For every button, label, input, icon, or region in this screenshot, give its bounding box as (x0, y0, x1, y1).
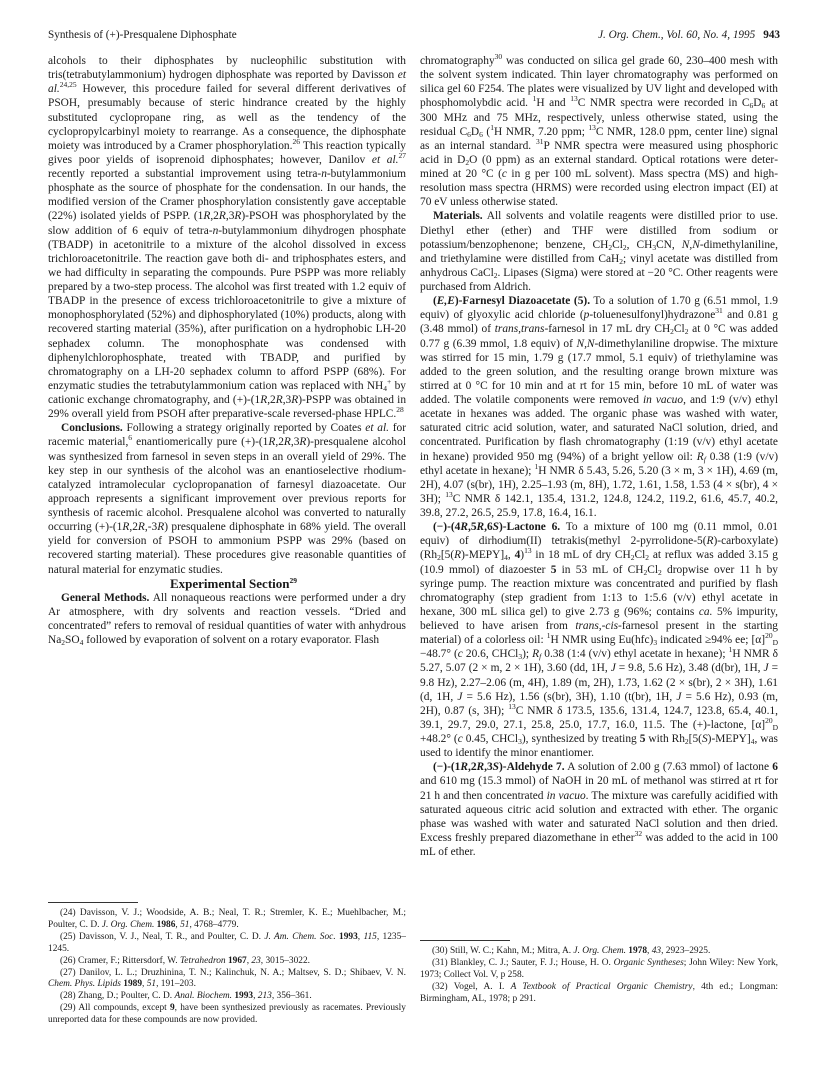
footnote-rule (420, 940, 510, 941)
footnotes-right (420, 946, 778, 1006)
paragraph: chromatography$^{30}$ was conducted on silica gel grade 60, 230–400 mesh with the solvent system indicated. Thin layer chromatography was performed on silica gel 60 F254. The plates were visualized by UV light and developed with phosphomolybdic acid. $^1$H and $^{13}$C NMR spectra were recorded in $C_6D_6$ at 300 MHz and 75 MHz, respectively, unless otherwise stated, using the residual $C_6D_6$ ($^1$H NMR, 7.20 ppm; $^{13}$C NMR, 128.0 ppm, center line) signal as an internal standard. $^{31}$P NMR spectra were measured using phosphoric acid in $D_2O$ (0 ppm) as an external standard. Optical rotations were determined at 20 °C (c in g per 100 mL solvent). Mass spectra (MS) and high-resolution mass spectra (HRMS) were recorded using electron impact (EI) at 70 eV unless otherwise stated. (420, 52, 779, 209)
paragraph: (E,E)-Farnesyl Diazoacetate (5). To a solution of 1.70 g (6.51 mmol, 1.9 equiv) of glyoxylic acid chloride (p-toluenesulfonyl)hydrazone$^{31}$ and 0.81 g (3.48 mmol) of trans,trans-farnesol in 17 mL dry $CH_2Cl_2$ at 0 °C was added 0.77 g (6.39 mmol, 1.8 equiv) of N,N-dimethylaniline dropwise. The mixture was stirred for 15 min, 1.79 g (17.7 mmol, 5.1 equiv) of triethylamine was added to the green solution, and the resulting orange brown mixture was stirred at 0 °C for 10 min and at rt for 15 min, before 10 mL of water was added. The volatile components were removed in vacuo, and 1:9 (v/v) ethyl acetate in hexanes was added. The organic phase was washed with water, saturated citric acid solution, water, and saturated NaCl solution, dried, and concentrated. Purification by flash chromatography (1:19 (v/v) ethyl acetate in hexane) provided 950 mg (94%) of a bright yellow oil: $R_f$ 0.38 (1:9 (v/v) ethyl acetate in hexane); $^1$H NMR δ 5.43, 5.26, 5.20 (3 × m, 3 × 1H), 4.69 (m, 2H), 4.07 (s(br), 1H), 2.25–1.93 (m, 8H), 1.72, 1.61, 1.58, 1.53 (4 × s(br), 4 × 3H); $^{13}$C NMR δ 142.1, 135.4, 131.2, 124.8, 124.2, 119.2, 61.6, 45.7, 40.2, 39.8, 27.2, 26.5, 25.9, 17.8, 16.4, 16.1. (420, 295, 779, 519)
footnote: (29) All compounds, except 9, have been synthesized previously as racemates. Previously unreported data for these compounds are now provided. (48, 1003, 406, 1026)
paragraph: (−)-(1R,2R,3S)-Aldehyde 7. A solution of 2.00 g (7.63 mmol) of lactone 6 and 610 mg (15.3 mmol) of NaOH in 20 mL of methanol was stirred at rt for 21 h and then concentrated in vacuo. The mixture was carefully acidified with saturated aqueous citric acid solution and extracted with ether. The organic phase was washed with water and saturated NaCl solution and then dried. Excess freshly prepared diazomethane in ether$^{32}$ was added to the acid in 100 mL of ether. (420, 761, 779, 858)
left-column (48, 54, 406, 647)
page-number: 943 (763, 29, 780, 41)
footnote: (30) Still, W. C.; Kahn, M.; Mitra, A. J. Org. Chem. 1978, 43, 2923–2925. (432, 946, 711, 956)
footnote: (26) Cramer, F.; Rittersdorf, W. Tetrahedron 1967, 23, 3015–3022. (60, 955, 310, 966)
journal-citation: J. Org. Chem., Vol. 60, No. 4, 1995 943 (598, 29, 780, 41)
section-heading: Experimental Section$^{29}$ (169, 575, 297, 591)
right-column (420, 54, 778, 859)
footnote: (31) Blankley, C. J.; Sauter, F. J.; House, H. O. Organic Syntheses; John Wiley: New York, 1973; Collect Vol. V, p 258. (420, 957, 778, 980)
footnote: (27) Danilov, L. L.; Druzhinina, T. N.; Kalinchuk, N. A.; Maltsev, S. D.; Shibaev, V. N. Chem. Phys. Lipids 1989, 51, 191–203. (48, 967, 406, 990)
running-head (48, 27, 780, 43)
paragraph: Conclusions. Following a strategy originally reported by Coates et al. for racemic material,$^6$ enantiomerically pure (+)-(1R,2R,3R)-presqualene alcohol was synthesized from farnesol in seven steps in an overall yield of 29%. The key step in our synthesis of the alcohol was an enantioselective rhodium-catalyzed intramolecular cyclopropanation of farnesyl diazoacetate. Our approach represents a significant improvement over previous reports for synthesis of racemic alcohol. Presqualene alcohol was converted to naturally occurring (+)-(1R,2R,-3R) presqualene diphosphate in 68% yield. The overall yield for conversion of PSOH to ammonium PSPP was 29% (based on recovered starting material). These procedures give reasonable quantities of natural material for enzymatic studies. (48, 422, 406, 576)
paragraph: Materials. All solvents and volatile reagents were distilled prior to use. Diethyl ether (ether) and THF were distilled from sodium or potassium/benzophenone; benzene, $CH_2Cl_2$, $CH_3CN$, N,N-dimethylaniline, and triethylamine were distilled from CaH$_2$; vinyl acetate was distilled from anhydrous CaCl$_2$. Lipases (Sigma) were stored at −20 °C. Other reagents were purchased from Aldrich. (420, 210, 778, 293)
running-title: Synthesis of (+)-Presqualene Diphosphate (48, 29, 237, 41)
footnotes-left (48, 908, 406, 1027)
footnote: (24) Davisson, V. J.; Woodside, A. B.; Neal, T. R.; Stremler, K. E.; Muehlbacher, M.; Poulter, C. D. J. Org. Chem. 1986, 51, 4768–4779. (48, 908, 406, 930)
paragraph: (−)-(4R,5R,6S)-Lactone 6. To a mixture of 100 mg (0.11 mmol, 0.01 equiv) of dirhodium(II) tetrakis(methyl 2-pyrrolidone-5(R)-carboxylate) ($Rh_2[5(R)-MEPY]_4$, 4)$^{13}$ in 18 mL of dry $CH_2Cl_2$ at reflux was added 3.15 g (10.9 mmol) of diazoester 5 in 53 mL of $CH_2Cl_2$ dropwise over 11 h by syringe pump. The reaction mixture was concentrated and purified by flash chromatography (step gradient from 1:13 to 1:5.6 (v/v) ethyl acetate in hexane, 300 mL silica gel) to give 2.73 g (96%; contains ca. 5% impurity, believed to have arisen from trans,-cis-farnesol present in the starting material) of a colorless oil: $^1$H NMR using $Eu(hfc)_3$ indicated ≥94% ee; $[\alpha]^{20}_D -48.7^\circ$ (c 20.6, CHCl$_3$); $R_f$ 0.38 (1:4 (v/v) ethyl acetate in hexane); $^1$H NMR δ 5.27, 5.07 (2 × m, 2 × 1H), 3.60 (dd, 1H, J = 9.8, 5.6 Hz), 3.48 (d(br), 1H, J = 9.8 Hz), 2.27–2.06 (m, 4H), 1.89 (m, 2H), 1.73, 1.62 (2 × s(br), 2 × 3H), 1.61 (d, 1H, J = 5.6 Hz), 1.56 (s(br), 3H), 1.10 (t(br), 1H, J = 5.6 Hz), 0.93 (m, 2H), 0.87 (s, 3H); $^{13}$C NMR δ 173.5, 135.6, 131.4, 124.7, 123.8, 65.4, 40.1, 39.1, 29.7, 29.0, 27.1, 25.8, 25.0, 17.7, 16.0, 11.5. The (+)-lactone, $[\alpha]^{20}_D +48.2^\circ$ (c 0.45, CHCl$_3$), synthesized by treating 5 with $Rh_2[5(S)-MEPY]_4$, was used to identify the minor enantiomer. (420, 521, 778, 760)
footnote-rule (48, 902, 138, 903)
paragraph: General Methods. All nonaqueous reactions were performed under a dry Ar atmosphere, with dry solvents and reaction vessels. “Dried and concentrated” refers to removal of residual quantities of water with anhydrous $Na_2SO_4$ followed by evaporation of solvent on a rotary evaporator. Flash (48, 591, 406, 648)
footnote: (32) Vogel, A. I. A Textbook of Practical Organic Chemistry, 4th ed.; Longman: Birmingham, AL, 1978; p 291. (420, 981, 778, 1004)
footnote: (25) Davisson, V. J., Neal, T. R., and Poulter, C. D. J. Am. Chem. Soc. 1993, 115, 1235–1245. (48, 931, 406, 954)
footnote: (28) Zhang, D.; Poulter, C. D. Anal. Biochem. 1993, 213, 356–361. (60, 991, 312, 1002)
paragraph: alcohols to their diphosphates by nucleophilic substitution with tris(tetrabutylammonium) hydrogen diphosphate was reported by Davisson et al.$^{24,25}$ However, this procedure failed for several different derivatives of PSOH, presumably because of steric hindrance created by the highly substituted cyclopropane ring, as well as the tendency of the cyclopropylcarbinyl moiety to rearrange. As a consequence, the diphosphate moiety was introduced by a Cramer phosphorylation.$^{26}$ This reaction typically gives poor yields of isoprenoid diphosphates; however, Danilov et al.$^{27}$ recently reported a substantial improvement using tetra-n-butylammonium phosphate as the source of phosphate for the condensation. In our hands, the modified version of the Cramer phosphorylation consistently gave acceptable (22%) isolated yields of PSPP. (1R,2R,3R)-PSOH was phosphorylated by the slow addition of 6 equiv of tetra-n-butylammonium dihydrogen phosphate (TBADP) in acetonitrile to a mixture of the alcohol dissolved in excess trichloroacetonitrile. The reaction gave both di- and triphosphates esters, and we had difficulty in separating the compounds. Pure PSPP was more reliably prepared by a two-step process. The alcohol was first treated with 1.2 equiv of TBADP in the presence of excess trichloroacetonitrile to give a mixture of monophosphorylated (52%) and diphosphorylated (10%) products, along with recovered starting material (35%), after purification on a hydrophobic LH-20 sephadex column. The monophosphate was condensed with diphenylchlorophosphate, treated with TBADP, and purified by chromatography on a LH-20 sephadex column to afford PSPP (68%). For enzymatic studies the tetrabutylammonium cation was replaced with $NH_4^+$ by cationic exchange chromatography, and (+)-(1R,2R,3R)-PSPP was obtained in 29% overall yield from PSOH after preparative-scale reversed-phase HPLC.$^{28}$ (48, 55, 407, 421)
